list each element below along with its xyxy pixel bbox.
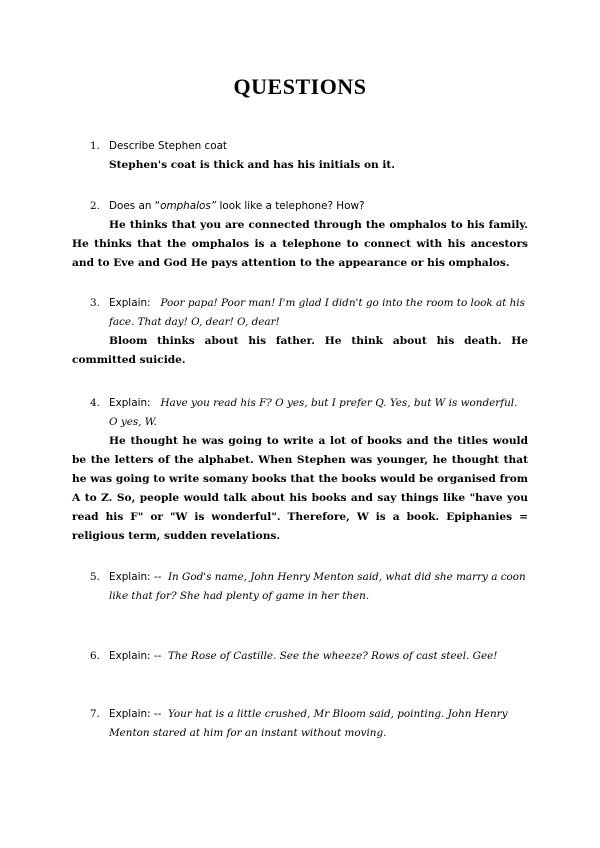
- question-number: 6.: [90, 650, 100, 662]
- question-number: 5.: [90, 571, 100, 583]
- question-quote: In God's name, John Henry Menton said, what did she marry a coon like that for? She had plenty of game in her then.: [109, 571, 526, 602]
- question-prompt: [72, 197, 528, 216]
- question-number: 4.: [90, 397, 100, 409]
- question-label: Describe Stephen coat: [109, 140, 228, 152]
- question-quote: Your hat is a little crushed, Mr Bloom said, pointing. John Henry Menton stared at him for an instant without moving.: [109, 708, 508, 739]
- question-label: Does an “: [109, 200, 161, 212]
- question-3: [72, 294, 528, 370]
- question-answer: He thinks that you are connected through the omphalos to his family. He thinks that the omphalos is a telephone to connect with his ancestors and to Eve and God He pays attention to the appearance or his omphalos.: [72, 219, 528, 269]
- page-title: QUESTIONS: [233, 74, 367, 99]
- question-prompt: [72, 647, 528, 666]
- question-6: [72, 647, 528, 666]
- question-answer: Bloom thinks about his father. He think about his death. He committed suicide.: [72, 335, 528, 366]
- question-7: [72, 705, 528, 743]
- question-prompt: [72, 705, 528, 743]
- question-4: [72, 394, 528, 546]
- question-2: [72, 197, 528, 273]
- question-prompt: [72, 394, 528, 432]
- question-quote: Have you read his F? O yes, but I prefer Q. Yes, but W is wonderful. O yes, W.: [109, 397, 518, 428]
- question-label: Explain: --: [109, 571, 162, 583]
- question-prompt: [72, 137, 528, 156]
- question-1: [72, 137, 528, 175]
- question-number: 7.: [90, 708, 100, 720]
- question-label: Explain: --: [109, 650, 162, 662]
- question-number: 1.: [90, 140, 100, 152]
- question-label-tail: look like a telephone? How?: [216, 200, 365, 212]
- question-prompt: [72, 294, 528, 332]
- question-answer: Stephen's coat is thick and has his initials on it.: [109, 159, 396, 171]
- question-quote: omphalos”: [160, 200, 217, 212]
- question-number: 2.: [90, 200, 100, 212]
- question-answer: He thought he was going to write a lot of books and the titles would be the letters of the alphabet. When Stephen was younger, he thought that he was going to write somany books that the books would be organised from A to Z. So, people would talk about his books and say things like "have you read his F" or "W is wonderful". Therefore, W is a book. Epiphanies = religious term, sudden revelations.: [72, 435, 528, 542]
- question-quote: Poor papa! Poor man! I'm glad I didn't go into the room to look at his face. That day! O, dear! O, dear!: [109, 297, 525, 328]
- question-label: Explain:: [109, 297, 151, 309]
- question-quote: The Rose of Castille. See the wheeze? Rows of cast steel. Gee!: [167, 650, 498, 662]
- question-label: Explain: --: [109, 708, 162, 720]
- question-prompt: [72, 568, 528, 606]
- question-label: Explain:: [109, 397, 151, 409]
- question-number: 3.: [90, 297, 100, 309]
- question-5: [72, 568, 528, 606]
